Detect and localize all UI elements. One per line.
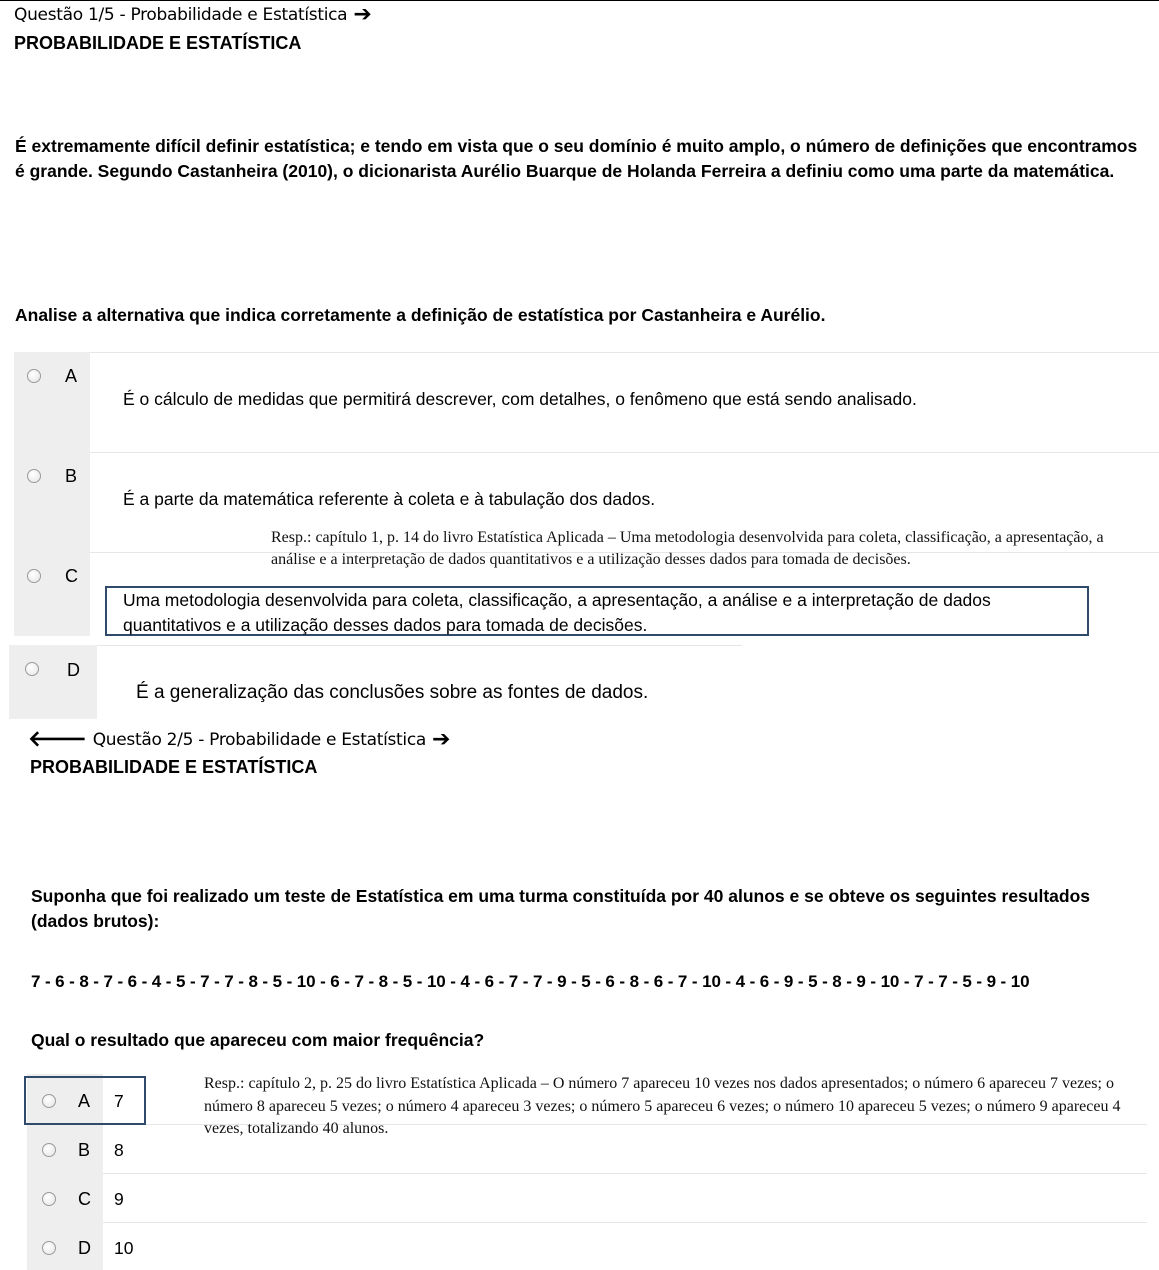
arrow-right-icon[interactable]: ➔: [353, 2, 372, 27]
option-b-letter: B: [78, 1140, 91, 1160]
divider: [103, 1173, 1147, 1174]
option-c-text[interactable]: 9: [114, 1189, 124, 1209]
option-c-letter: C: [78, 1189, 91, 1209]
radio-button-icon[interactable]: [27, 469, 41, 483]
radio-button-icon[interactable]: [27, 569, 41, 583]
question1-answer-note: Resp.: capítulo 1, p. 14 do livro Estatística Aplicada – Uma metodologia desenvolvida para coleta, classificação, a apresentação, a análise e a interpretação de dados quantitativos e a utilização desses dados para tomada de decisões.: [271, 529, 1104, 568]
question1-prompt: Analise a alternativa que indica corretamente a definição de estatística por Castanheira e Aurélio.: [15, 305, 826, 325]
question2-data-series: 7 - 6 - 8 - 7 - 6 - 4 - 5 - 7 - 7 - 8 - 5 - 10 - 6 - 7 - 8 - 5 - 10 - 4 - 6 - 7 - 7 - 9 - 5 - 6 - 8 - 6 - 7 - 10 - 4 - 6 - 9 - 5 - 8 - 9 - 10 - 7 - 7 - 5 - 9 - 10: [31, 972, 1030, 991]
question1-header: [14, 4, 377, 26]
option-b-text[interactable]: 8: [114, 1140, 124, 1160]
question2-answer-note: Resp.: capítulo 2, p. 25 do livro Estatística Aplicada – O número 7 apareceu 10 vezes nos dados apresentados; o número 6 apareceu 7 vezes; o número 8 apareceu 5 vezes; o número 4 apareceu 3 vezes; o número 5 apareceu 6 vezes; o número 10 apareceu 5 vezes; o número 9 apareceu 4 vezes, totalizando 40 alunos.: [204, 1075, 1121, 1137]
divider: [90, 452, 1159, 453]
option-d-text[interactable]: 10: [114, 1238, 134, 1258]
top-border: [0, 0, 1159, 1]
option-b-text[interactable]: É a parte da matemática referente à coleta e à tabulação dos dados.: [123, 489, 656, 509]
question1-header-text: Questão 1/5 - Probabilidade e Estatística: [14, 5, 348, 25]
divider: [103, 1222, 1147, 1223]
question1-subject: PROBABILIDADE E ESTATÍSTICA: [14, 33, 302, 53]
question1-options: [14, 352, 1159, 636]
option-d-letter: D: [78, 1238, 91, 1258]
arrow-right-icon[interactable]: ➔: [432, 727, 451, 752]
option-a-text[interactable]: 7: [114, 1091, 124, 1111]
divider: [97, 645, 742, 646]
question2-header-text: Questão 2/5 - Probabilidade e Estatística: [92, 730, 427, 750]
option-d-text[interactable]: É a generalização das conclusões sobre as fontes de dados.: [136, 682, 649, 703]
question1-statement: É extremamente difícil definir estatística; e tendo em vista que o seu domínio é muito amplo, o número de definições que encontramos é grande. Segundo Castanheira (2010), o dicionarista Aurélio Buarque de Holanda Ferreira a definiu como uma parte da matemática.: [15, 136, 1138, 181]
option-a-letter: A: [78, 1091, 91, 1111]
option-a-text[interactable]: É o cálculo de medidas que permitirá descrever, com detalhes, o fenômeno que está sendo analisado.: [123, 389, 917, 409]
question2-statement: Suponha que foi realizado um teste de Estatística em uma turma constituída por 40 alunos e se obteve os seguintes resultados (dados brutos):: [31, 886, 1091, 931]
option-b-letter: B: [65, 466, 78, 486]
option-gutter: [14, 352, 90, 636]
option-c-letter: C: [65, 566, 78, 586]
divider: [90, 352, 1159, 353]
option-a-letter: A: [65, 366, 78, 386]
option-d-letter: D: [67, 660, 80, 680]
arrow-left-icon[interactable]: 🡐: [28, 727, 87, 752]
radio-button-icon[interactable]: [27, 369, 41, 383]
radio-button-icon[interactable]: [42, 1143, 56, 1157]
radio-button-icon[interactable]: [25, 662, 39, 676]
question2-header: [28, 729, 456, 751]
option-c-text[interactable]: Uma metodologia desenvolvida para coleta, classificação, a apresentação, a análise e a interpretação de dados quantitativos e a utilização desses dados para tomada de decisões.: [123, 590, 991, 635]
radio-button-icon[interactable]: [42, 1241, 56, 1255]
question2-options: [27, 1074, 1147, 1270]
question2-prompt: Qual o resultado que apareceu com maior frequência?: [31, 1030, 485, 1050]
correct-answer-highlight: [24, 1076, 146, 1125]
option-gutter: [9, 645, 97, 719]
question2-subject: PROBABILIDADE E ESTATÍSTICA: [30, 757, 318, 777]
radio-button-icon[interactable]: [42, 1192, 56, 1206]
